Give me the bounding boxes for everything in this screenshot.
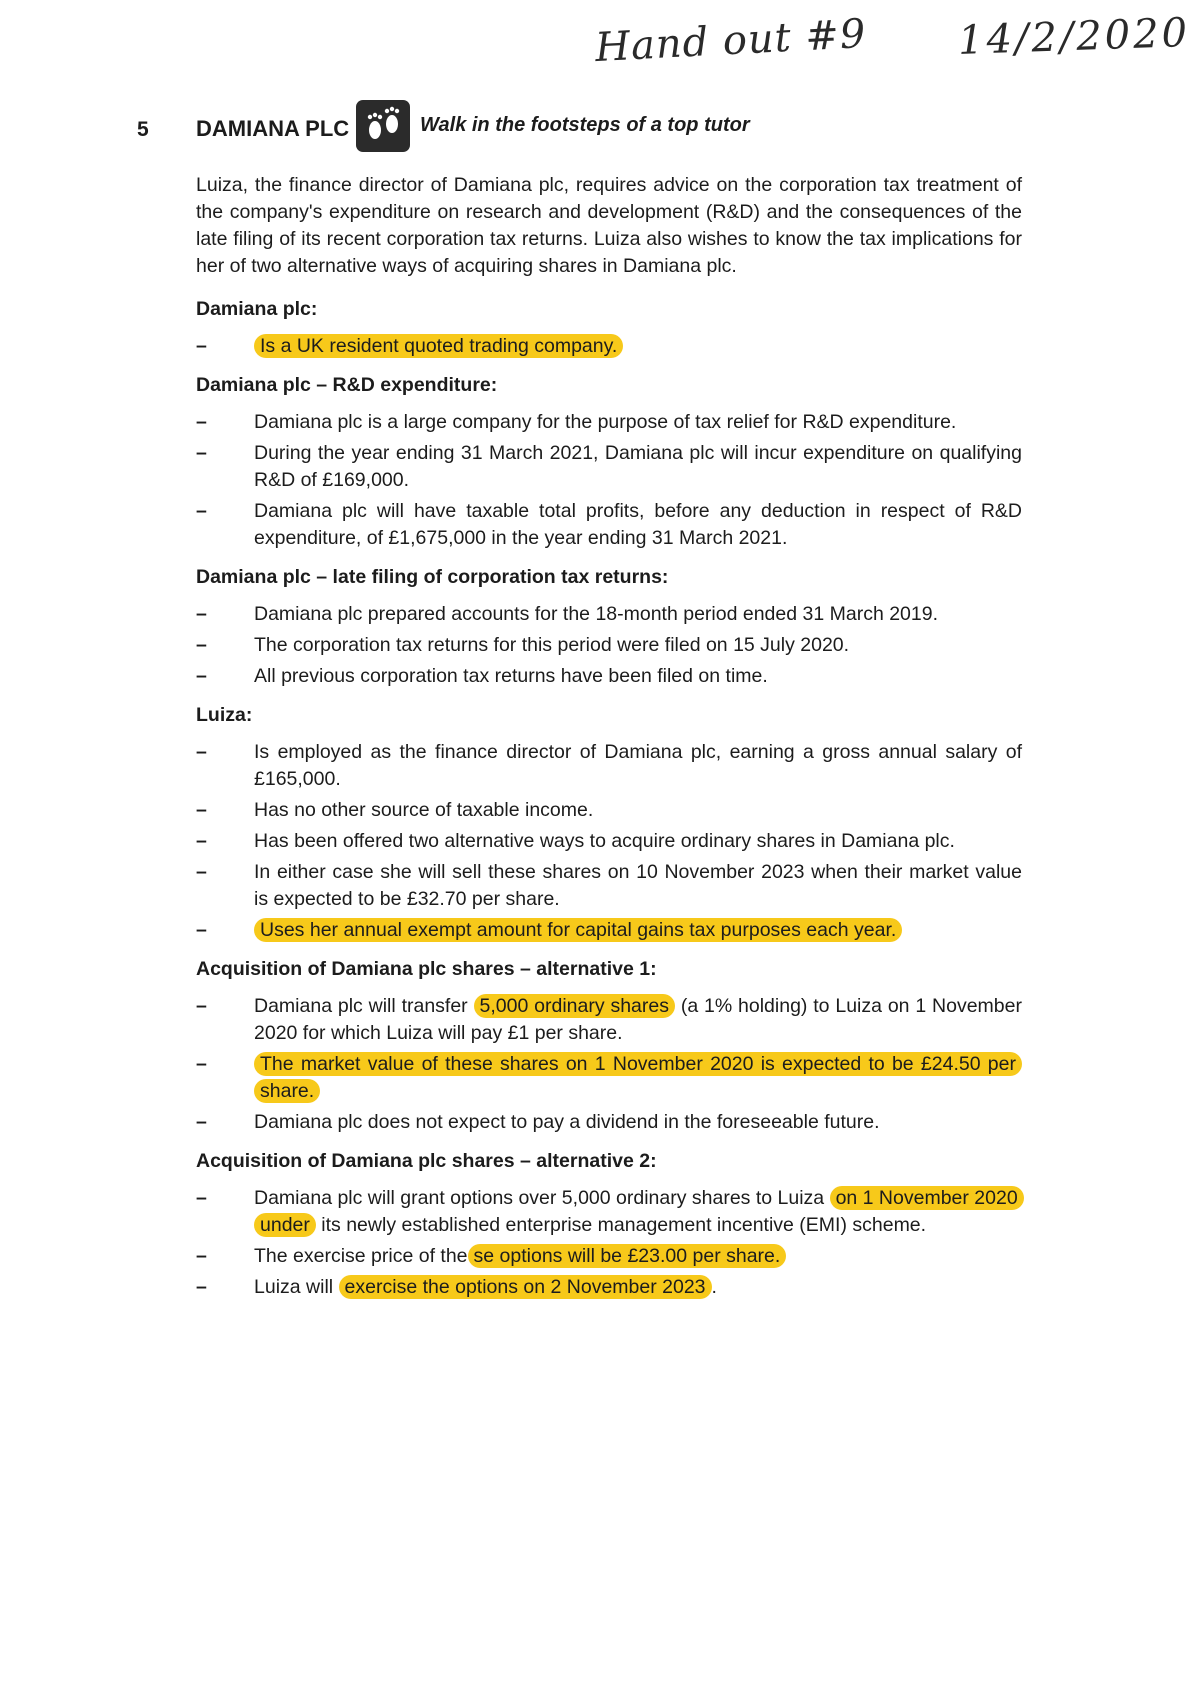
highlighted-text: 5,000 ordinary shares [474, 994, 675, 1018]
footsteps-icon [356, 100, 410, 152]
question-title: DAMIANA PLC [196, 116, 350, 141]
text-segment: its newly established enterprise management incentive (EMI) scheme. [315, 1214, 927, 1236]
company-list [196, 333, 1022, 360]
list-item [196, 1185, 1022, 1239]
intro-paragraph: Luiza, the finance director of Damiana plc, requires advice on the corporation tax treatment of the company's expenditure on research and development (R&D) and the consequences of the late filing of its recent corporation tax returns. Luiza also wishes to know the tax implications for her of two alternative ways of acquiring shares in Damiana plc. [196, 174, 1022, 277]
highlighted-text: on 1 November 2020 under [254, 1186, 1024, 1237]
highlighted-text: se options will be £23.00 per share. [468, 1244, 787, 1268]
section-heading-alternative-1: Acquisition of Damiana plc shares – alternative 1: [196, 958, 657, 980]
section-heading-alternative-2: Acquisition of Damiana plc shares – alternative 2: [196, 1150, 657, 1172]
late-filing-list [196, 601, 1022, 690]
text-segment: . [711, 1276, 717, 1298]
list-item: – Damiana plc will have taxable total profits, before any deduction in respect of R&D expenditure, of £1,675,000 in the year ending 31 March 2021. [196, 498, 1022, 552]
alternative-1-list [196, 993, 1022, 1136]
highlighted-text: Is a UK resident quoted trading company. [254, 334, 623, 358]
handwritten-date: 14/2/2020 [957, 9, 1191, 65]
section-heading-late-filing: Damiana plc – late filing of corporation tax returns: [196, 566, 669, 588]
highlighted-text: exercise the options on 2 November 2023 [339, 1275, 712, 1299]
text-segment: Luiza will [254, 1276, 339, 1298]
list-item: – Damiana plc does not expect to pay a dividend in the foreseeable future. [196, 1109, 1022, 1136]
highlighted-text: Uses her annual exempt amount for capital gains tax purposes each year. [254, 918, 902, 942]
tutor-tagline: Walk in the footsteps of a top tutor [420, 114, 750, 136]
list-item: – Damiana plc prepared accounts for the 18-month period ended 31 March 2019. [196, 601, 1022, 628]
list-item: – Has no other source of taxable income. [196, 797, 1022, 824]
handwritten-handout-note: Hand out #9 [593, 10, 868, 72]
text-segment: Damiana plc will grant options over 5,000 ordinary shares to Luiza [254, 1187, 830, 1209]
text-segment: (a 1% holding) to Luiza on 1 November 2020 for which Luiza will pay £1 per share. [254, 995, 1022, 1044]
list-item: – Is employed as the finance director of Damiana plc, earning a gross annual salary of £165,000. [196, 739, 1022, 793]
question-number: 5 [137, 118, 149, 141]
list-item: – Has been offered two alternative ways to acquire ordinary shares in Damiana plc. [196, 828, 1022, 855]
list-item: – In either case she will sell these shares on 10 November 2023 when their market value is expected to be £32.70 per share. [196, 859, 1022, 913]
luiza-list [196, 739, 1022, 944]
section-heading-luiza: Luiza: [196, 704, 253, 726]
list-item [196, 1051, 1022, 1105]
highlighted-text: The market value of these shares on 1 November 2020 is expected to be £24.50 per share. [254, 1052, 1022, 1103]
question-body [196, 172, 1022, 1307]
list-item [196, 1274, 1022, 1301]
list-item: – Damiana plc is a large company for the purpose of tax relief for R&D expenditure. [196, 409, 1022, 436]
list-item [196, 1243, 1022, 1270]
text-segment: Damiana plc will transfer [254, 995, 474, 1017]
text-segment: The exercise price of the [254, 1245, 468, 1267]
list-item: – During the year ending 31 March 2021, Damiana plc will incur expenditure on qualifying R&D of £169,000. [196, 440, 1022, 494]
section-heading-company: Damiana plc: [196, 298, 318, 320]
list-item [196, 917, 1022, 944]
list-item [196, 333, 1022, 360]
section-heading-rd: Damiana plc – R&D expenditure: [196, 374, 498, 396]
list-item [196, 993, 1022, 1047]
alternative-2-list [196, 1185, 1022, 1301]
rd-list [196, 409, 1022, 552]
list-item: – All previous corporation tax returns have been filed on time. [196, 663, 1022, 690]
list-item: – The corporation tax returns for this period were filed on 15 July 2020. [196, 632, 1022, 659]
